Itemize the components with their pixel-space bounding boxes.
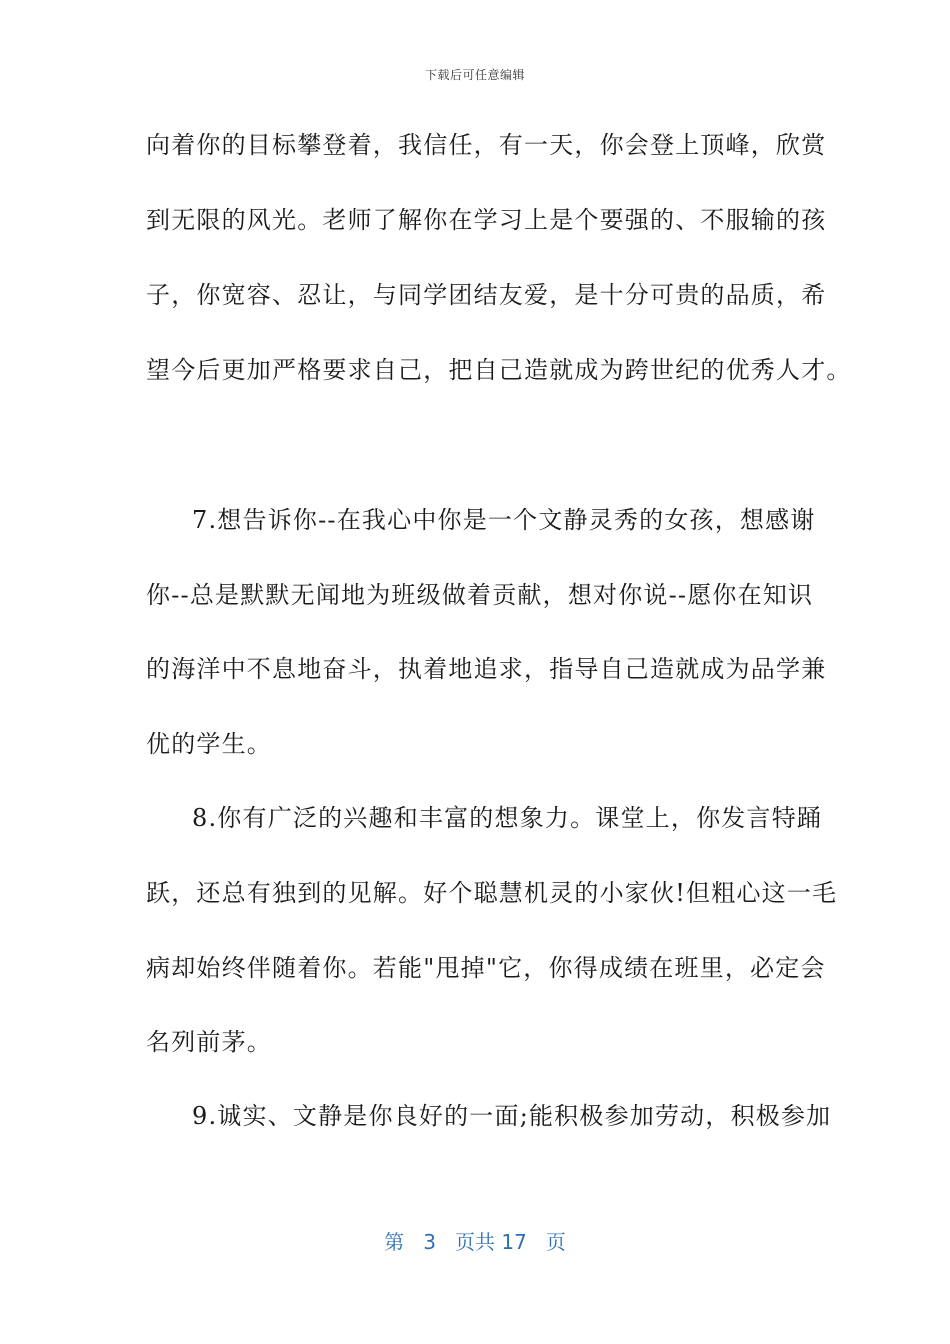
- current-page-number: 3: [423, 1230, 436, 1254]
- paragraph-line: 8.你有广泛的兴趣和丰富的想象力。课堂上，你发言特踊: [192, 804, 823, 832]
- paragraph-line: 子，你宽容、忍让，与同学团结友爱，是十分可贵的品质，希: [146, 281, 827, 309]
- footer-prefix: 第: [384, 1230, 405, 1254]
- page-number-footer: [0, 1226, 950, 1255]
- footer-middle: 页共: [455, 1230, 495, 1254]
- paragraph-line: 望今后更加严格要求自己，把自己造就成为跨世纪的优秀人才。: [146, 356, 852, 384]
- paragraph-line: 9.诚实、文静是你良好的一面;能积极参加劳动，积极参加: [192, 1102, 832, 1130]
- paragraph-line: 优的学生。: [146, 730, 272, 758]
- paragraph-line: 你--总是默默无闻地为班级做着贡献，想对你说--愿你在知识: [146, 581, 814, 609]
- paragraph-line: 7.想告诉你--在我心中你是一个文静灵秀的女孩，想感谢: [192, 506, 816, 534]
- paragraph-line: 病却始终伴随着你。若能"甩掉"它，你得成绩在班里，必定会: [146, 954, 826, 982]
- paragraph-line: 名列前茅。: [146, 1028, 272, 1056]
- footer-suffix: 页: [545, 1230, 566, 1254]
- paragraph-line: 跃，还总有独到的见解。好个聪慧机灵的小家伙!但粗心这一毛: [146, 879, 838, 907]
- page-header: 下载后可任意编辑: [424, 68, 525, 82]
- total-pages-number: 17: [501, 1230, 527, 1254]
- paragraph-line: 向着你的目标攀登着，我信任，有一天，你会登上顶峰，欣赏: [146, 131, 827, 159]
- paragraph-line: 的海洋中不息地奋斗，执着地追求，指导自己造就成为品学兼: [146, 655, 827, 683]
- paragraph-line: 到无限的风光。老师了解你在学习上是个要强的、不服输的孩: [146, 206, 827, 234]
